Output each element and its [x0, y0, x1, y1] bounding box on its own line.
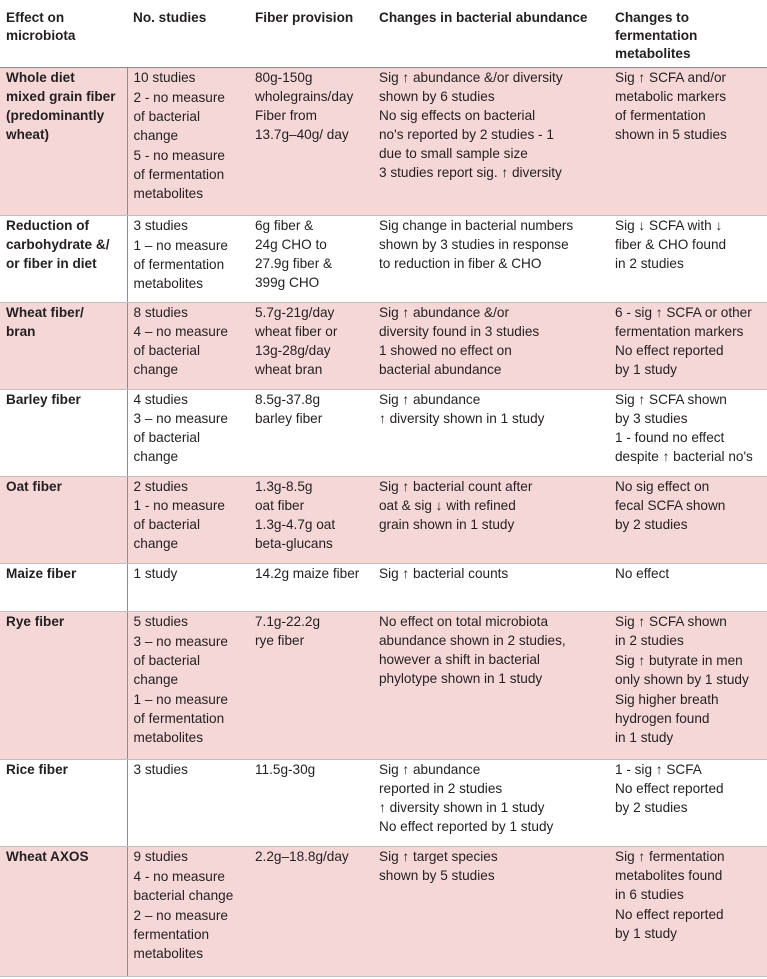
cell-fiber	[249, 303, 373, 390]
cell-line: Sig ↑ abundance &/or	[379, 305, 509, 320]
cell-line: Sig change in bacterial numbers	[379, 218, 574, 233]
table-row	[0, 564, 767, 612]
cell-effect	[0, 760, 127, 847]
cell-bacterial	[373, 390, 609, 477]
cell-fermentation	[609, 390, 767, 477]
cell-line: metabolites	[133, 186, 204, 201]
cell-line: Sig ↑ abundance &/or diversity	[379, 70, 563, 85]
cell-line: mixed grain fiber	[6, 89, 116, 104]
cell-line: however a shift in bacterial	[379, 652, 540, 667]
header-bacterial: Changes in bacterial abundance	[373, 0, 609, 68]
cell-line: Sig ↑ fermentation	[615, 849, 725, 864]
cell-line: reported in 2 studies	[379, 781, 503, 796]
cell-line: Rice fiber	[6, 762, 68, 777]
cell-line: No effect reported	[615, 781, 724, 796]
cell-line: No effect	[615, 566, 670, 581]
cell-fiber	[249, 847, 373, 977]
cell-effect	[0, 612, 127, 760]
cell-line: 11.5g-30g	[255, 762, 316, 777]
cell-line: in 2 studies	[615, 633, 684, 648]
cell-line: only shown by 1 study	[615, 672, 749, 687]
cell-line: 14.2g maize fiber	[255, 566, 360, 581]
cell-line: No effect on total microbiota	[379, 614, 549, 629]
cell-line: Sig ↑ SCFA shown	[615, 614, 727, 629]
cell-line: wheat fiber or	[255, 324, 338, 339]
cell-line: Reduction of	[6, 218, 90, 233]
cell-studies	[127, 216, 249, 303]
cell-line: 13g-28g/day	[255, 343, 331, 358]
cell-line: by 1 study	[615, 362, 677, 377]
header-fiber: Fiber provision	[249, 0, 373, 68]
cell-line: 2 studies	[133, 479, 188, 494]
cell-line: oat fiber	[255, 498, 305, 513]
header-effect: Effect on microbiota	[0, 0, 127, 68]
cell-line: of fermentation	[133, 711, 225, 726]
cell-line: shown by 6 studies	[379, 89, 495, 104]
cell-line: Sig higher breath	[615, 692, 719, 707]
cell-studies	[127, 564, 249, 612]
cell-line: rye fiber	[255, 633, 305, 648]
table-row	[0, 760, 767, 847]
cell-line: beta-glucans	[255, 536, 333, 551]
cell-line: despite ↑ bacterial no's	[615, 449, 753, 464]
cell-line: No sig effects on bacterial	[379, 108, 536, 123]
cell-line: bacterial abundance	[379, 362, 502, 377]
cell-bacterial	[373, 847, 609, 977]
cell-line: 10 studies	[133, 70, 196, 85]
cell-line: of bacterial	[133, 430, 200, 445]
cell-line: 1.3g-8.5g	[255, 479, 313, 494]
cell-line: oat & sig ↓ with refined	[379, 498, 516, 513]
cell-fiber	[249, 760, 373, 847]
cell-line: hydrogen found	[615, 711, 710, 726]
cell-line: 1 study	[133, 566, 178, 581]
table-body	[0, 68, 767, 977]
cell-line: 24g CHO to	[255, 237, 327, 252]
cell-line: 3 studies	[133, 218, 188, 233]
cell-line: Sig ↑ abundance	[379, 762, 481, 777]
cell-line: change	[133, 672, 179, 687]
table-row	[0, 390, 767, 477]
cell-line: of fermentation	[133, 167, 225, 182]
cell-line: 4 - no measure	[133, 869, 225, 884]
table-row	[0, 68, 767, 216]
cell-line: fecal SCFA shown	[615, 498, 726, 513]
cell-line: metabolites	[133, 276, 204, 291]
cell-line: 399g CHO	[255, 275, 320, 290]
cell-line: Whole diet	[6, 70, 75, 85]
cell-line: change	[133, 128, 179, 143]
cell-bacterial	[373, 564, 609, 612]
cell-line: no's reported by 2 studies - 1	[379, 127, 554, 142]
cell-line: Sig ↑ SCFA shown	[615, 392, 727, 407]
cell-line: 6g fiber &	[255, 218, 314, 233]
cell-fermentation	[609, 760, 767, 847]
cell-bacterial	[373, 612, 609, 760]
table-row	[0, 847, 767, 977]
cell-line: wheat bran	[255, 362, 323, 377]
cell-line: No sig effect on	[615, 479, 710, 494]
cell-line: Rye fiber	[6, 614, 65, 629]
cell-line: Barley fiber	[6, 392, 81, 407]
cell-fiber	[249, 68, 373, 216]
cell-studies	[127, 68, 249, 216]
cell-effect	[0, 847, 127, 977]
cell-fermentation	[609, 564, 767, 612]
cell-line: barley fiber	[255, 411, 323, 426]
cell-line: fermentation markers	[615, 324, 744, 339]
cell-line: (predominantly	[6, 108, 105, 123]
header-row	[0, 0, 767, 68]
cell-studies	[127, 612, 249, 760]
cell-line: 5 studies	[133, 614, 188, 629]
cell-line: due to small sample size	[379, 146, 528, 161]
cell-fiber	[249, 390, 373, 477]
cell-line: 3 – no measure	[133, 634, 228, 649]
cell-line: Sig ↑ target species	[379, 849, 498, 864]
cell-studies	[127, 303, 249, 390]
cell-line: 3 studies	[133, 762, 188, 777]
cell-line: change	[133, 536, 179, 551]
cell-line: Wheat AXOS	[6, 849, 89, 864]
cell-studies	[127, 390, 249, 477]
cell-line: grain shown in 1 study	[379, 517, 515, 532]
cell-line: 5.7g-21g/day	[255, 305, 335, 320]
cell-line: Sig ↑ butyrate in men	[615, 653, 743, 668]
cell-line: fermentation	[133, 927, 210, 942]
table-row	[0, 216, 767, 303]
cell-line: 1 – no measure	[133, 238, 228, 253]
table-row	[0, 477, 767, 564]
cell-line: metabolites found	[615, 868, 723, 883]
header-studies: No. studies	[127, 0, 249, 68]
cell-line: shown in 5 studies	[615, 127, 727, 142]
cell-line: ↑ diversity shown in 1 study	[379, 411, 545, 426]
cell-line: 3 – no measure	[133, 411, 228, 426]
cell-line: 8 studies	[133, 305, 188, 320]
cell-line: by 2 studies	[615, 800, 688, 815]
cell-fiber	[249, 612, 373, 760]
cell-line: to reduction in fiber & CHO	[379, 256, 542, 271]
cell-line: 1.3g-4.7g oat	[255, 517, 336, 532]
cell-line: Sig ↑ abundance	[379, 392, 481, 407]
table-row	[0, 612, 767, 760]
cell-line: 27.9g fiber &	[255, 256, 333, 271]
cell-fiber	[249, 216, 373, 303]
cell-effect	[0, 390, 127, 477]
cell-studies	[127, 477, 249, 564]
cell-line: 2 - no measure	[133, 90, 225, 105]
cell-line: shown by 5 studies	[379, 868, 495, 883]
cell-bacterial	[373, 216, 609, 303]
cell-line: Sig ↓ SCFA with ↓	[615, 218, 723, 233]
table-row	[0, 303, 767, 390]
cell-fiber	[249, 564, 373, 612]
cell-line: No effect reported	[615, 343, 724, 358]
cell-line: wholegrains/day	[255, 89, 354, 104]
cell-line: by 3 studies	[615, 411, 688, 426]
cell-line: Sig ↑ bacterial count after	[379, 479, 533, 494]
cell-line: carbohydrate &/	[6, 237, 110, 252]
cell-line: 8.5g-37.8g	[255, 392, 321, 407]
cell-fermentation	[609, 303, 767, 390]
cell-effect	[0, 216, 127, 303]
cell-line: bacterial change	[133, 888, 234, 903]
cell-bacterial	[373, 303, 609, 390]
cell-line: Wheat fiber/	[6, 305, 84, 320]
cell-line: in 6 studies	[615, 887, 684, 902]
cell-fermentation	[609, 216, 767, 303]
cell-line: 1 - found no effect	[615, 430, 725, 445]
cell-line: 9 studies	[133, 849, 188, 864]
cell-line: by 2 studies	[615, 517, 688, 532]
cell-line: metabolites	[133, 730, 204, 745]
cell-line: bran	[6, 324, 36, 339]
cell-line: 1 showed no effect on	[379, 343, 512, 358]
cell-line: metabolites	[133, 946, 204, 961]
cell-line: phylotype shown in 1 study	[379, 671, 543, 686]
cell-line: of bacterial	[133, 343, 200, 358]
cell-line: 1 – no measure	[133, 692, 228, 707]
header-fermentation: Changes to fermentation metabolites	[609, 0, 767, 68]
cell-line: Maize fiber	[6, 566, 77, 581]
cell-bacterial	[373, 760, 609, 847]
cell-line: Fiber from	[255, 108, 317, 123]
cell-line: metabolic markers	[615, 89, 727, 104]
cell-fermentation	[609, 847, 767, 977]
cell-effect	[0, 68, 127, 216]
cell-effect	[0, 477, 127, 564]
cell-line: ↑ diversity shown in 1 study	[379, 800, 545, 815]
cell-line: change	[133, 362, 179, 377]
cell-line: wheat)	[6, 127, 50, 142]
cell-line: 80g-150g	[255, 70, 313, 85]
cell-fiber	[249, 477, 373, 564]
cell-studies	[127, 760, 249, 847]
cell-line: 13.7g–40g/ day	[255, 127, 349, 142]
cell-line: abundance shown in 2 studies,	[379, 633, 566, 648]
cell-line: Sig ↑ bacterial counts	[379, 566, 509, 581]
cell-line: Sig ↑ SCFA and/or	[615, 70, 727, 85]
cell-line: 2 – no measure	[133, 908, 228, 923]
cell-line: or fiber in diet	[6, 256, 97, 271]
cell-effect	[0, 303, 127, 390]
cell-line: 5 - no measure	[133, 148, 225, 163]
cell-line: 4 – no measure	[133, 324, 228, 339]
cell-line: No effect reported	[615, 907, 724, 922]
cell-line: 7.1g-22.2g	[255, 614, 321, 629]
cell-line: 1 - no measure	[133, 498, 225, 513]
cell-line: fiber & CHO found	[615, 237, 727, 252]
cell-line: of bacterial	[133, 653, 200, 668]
cell-line: in 1 study	[615, 730, 674, 745]
cell-line: diversity found in 3 studies	[379, 324, 540, 339]
cell-line: Oat fiber	[6, 479, 62, 494]
cell-line: of bacterial	[133, 109, 200, 124]
cell-line: 3 studies report sig. ↑ diversity	[379, 165, 562, 180]
cell-line: of bacterial	[133, 517, 200, 532]
cell-line: of fermentation	[615, 108, 706, 123]
cell-line: in 2 studies	[615, 256, 684, 271]
cell-bacterial	[373, 68, 609, 216]
cell-studies	[127, 847, 249, 977]
cell-line: 6 - sig ↑ SCFA or other	[615, 305, 752, 320]
cell-fermentation	[609, 477, 767, 564]
cell-fermentation	[609, 68, 767, 216]
cell-line: of fermentation	[133, 257, 225, 272]
cell-line: 2.2g–18.8g/day	[255, 849, 349, 864]
cell-line: 4 studies	[133, 392, 188, 407]
cell-line: 1 - sig ↑ SCFA	[615, 762, 702, 777]
cell-line: shown by 3 studies in response	[379, 237, 569, 252]
cell-effect	[0, 564, 127, 612]
cell-line: by 1 study	[615, 926, 677, 941]
cell-fermentation	[609, 612, 767, 760]
cell-bacterial	[373, 477, 609, 564]
cell-line: change	[133, 449, 179, 464]
cell-line: No effect reported by 1 study	[379, 819, 554, 834]
